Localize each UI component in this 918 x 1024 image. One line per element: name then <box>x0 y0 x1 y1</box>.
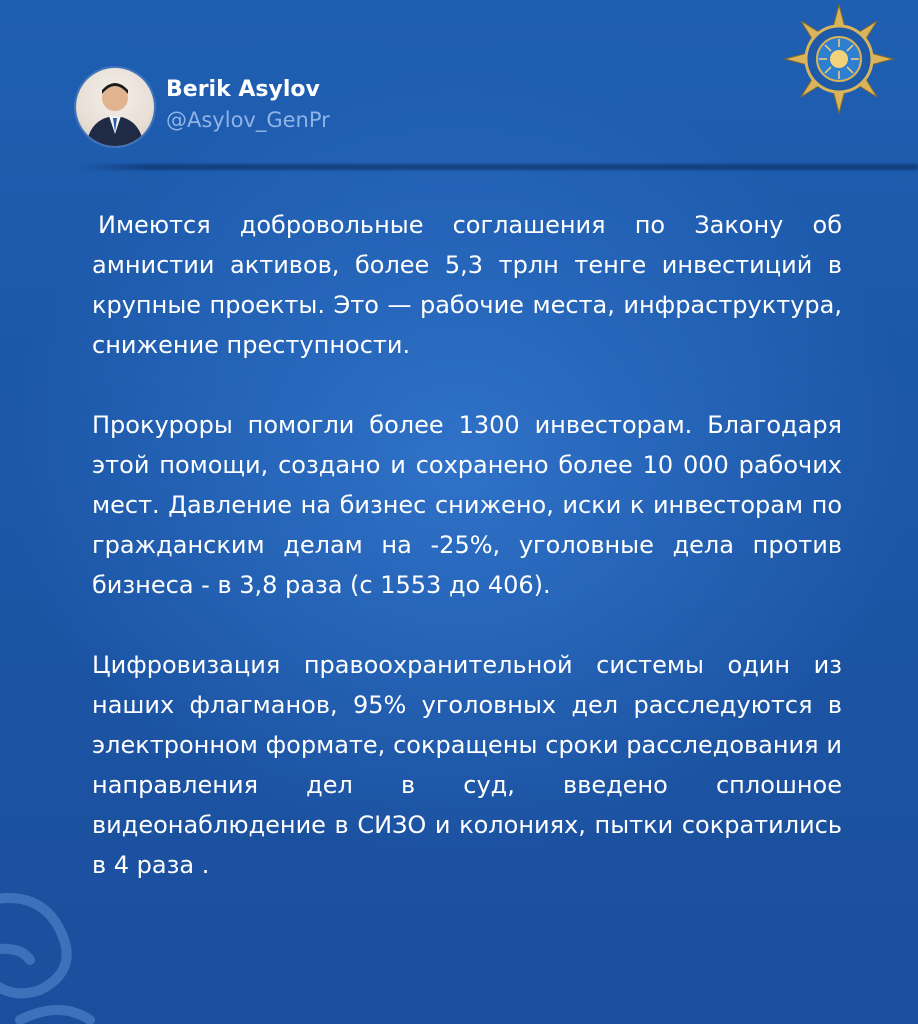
author-names <box>166 77 330 134</box>
author-handle[interactable]: @Asylov_GenPr <box>166 108 330 132</box>
ornament-icon <box>0 860 140 1024</box>
author-avatar[interactable] <box>76 68 154 146</box>
person-icon <box>76 68 154 146</box>
post-paragraph: Имеются добровольные соглашения по Закону об амнистии активов, более 5,3 трлн тенге инвестиций в крупные проекты. Это — рабочие места, инфраструктура, снижение преступности. <box>92 211 842 359</box>
prosecutor-emblem-icon <box>780 0 898 118</box>
post-paragraph: Цифровизация правоохранительной системы один из наших флагманов, 95% уголовных дел расследуются в электронном формате, сокращены сроки расследования и направления дел в суд, введено сплошное видеонаблюдение в СИЗО и колониях, пытки сократились в 4 раза . <box>92 651 842 879</box>
author-profile[interactable] <box>76 68 330 146</box>
post-content <box>92 205 842 925</box>
post-paragraph: Прокуроры помогли более 1300 инвесторам. Благодаря этой помощи, создано и сохранено более 10 000 рабочих мест. Давление на бизнес снижено, иски к инвесторам по гражданским делам на -25%, уголовные дела против бизнеса - в 3,8 раза (с 1553 до 406). <box>92 411 842 599</box>
author-name[interactable]: Berik Asylov <box>166 77 320 102</box>
header-divider <box>80 164 918 170</box>
